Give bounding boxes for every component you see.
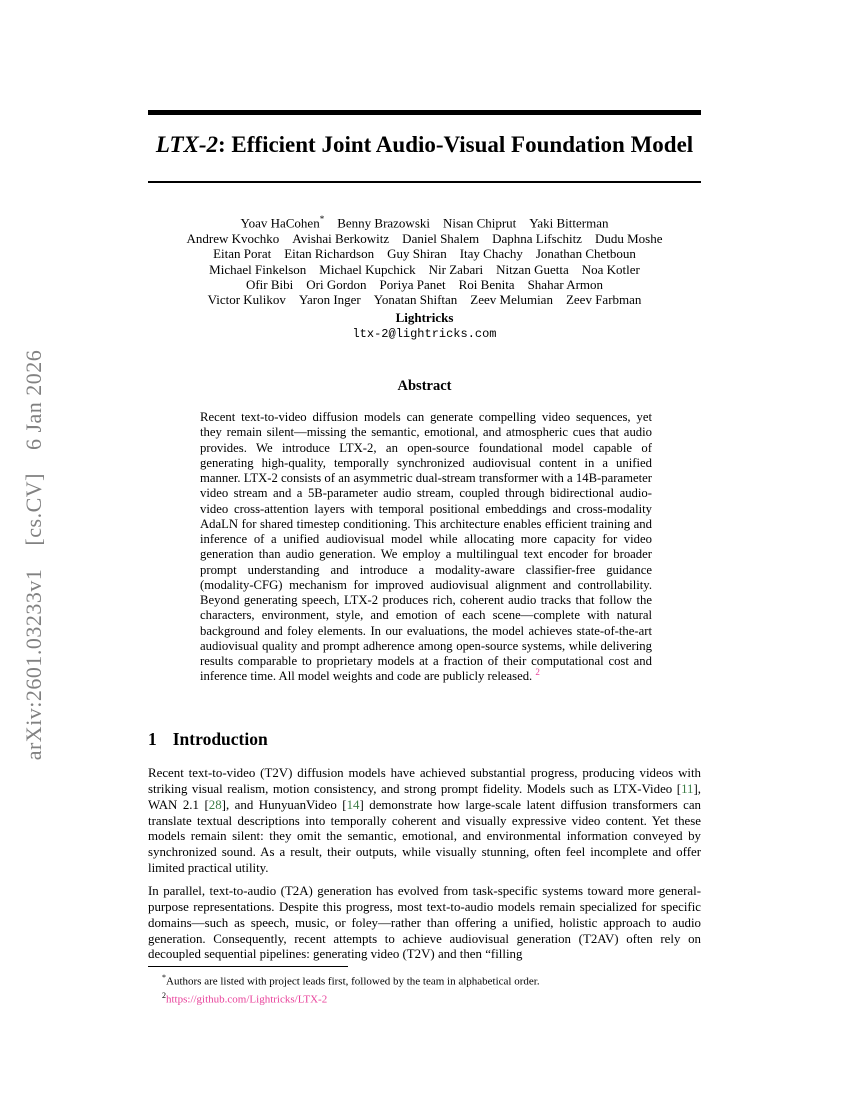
author-line-5: Ofir Bibi Ori Gordon Poriya Panet Roi Benita Shahar Armon bbox=[245, 276, 604, 292]
abstract-heading: Abstract bbox=[397, 378, 452, 394]
footnote-1-marker: * bbox=[162, 973, 166, 982]
title-rest: : Efficient Joint Audio-Visual Foundation Model bbox=[218, 132, 694, 157]
author-line-1-rest: Benny Brazowski Nisan Chiprut Yaki Bitterman bbox=[324, 215, 609, 231]
title-rule-bottom bbox=[148, 181, 701, 183]
footnote-code-link bbox=[148, 989, 701, 1007]
intro-paragraph-1 bbox=[148, 766, 701, 877]
abstract-text bbox=[200, 410, 652, 685]
page-title bbox=[128, 130, 721, 160]
abstract-paragraph: Recent text-to-video diffusion models can generate compelling video sequences, yet they remain silent—missing the semantic, emotional, and atmospheric cues that audio provides. We introduce LTX-2, an open-source foundational model capable of generating high-quality, temporally synchronized audiovisual content in a unified manner. LTX-2 consists of an asymmetric dual-stream transformer with a 14B-parameter video stream and a 5B-parameter audio stream, coupled through bidirectional audio-video cross-attention layers with temporal positional embeddings and cross-modality AdaLN for shared timestep conditioning. This architecture enables efficient training and inference of a unified audiovisual model while allocating more capacity for video generation than audio generation. We employ a multilingual text encoder for broader prompt understanding and introduce a modality-aware classifier-free guidance (modality-CFG) mechanism for improved audiovisual alignment and controllability. Beyond generating speech, LTX-2 produces rich, coherent audio tracks that follow the characters, environment, style, and emotion of each scene—complete with natural background and foley elements. In our evaluations, the model achieves state-of-the-art audiovisual quality and prompt adherence among open-source systems, while delivering results comparable to proprietary models at a fraction of their computational cost and inference time. All model weights and code are publicly released. bbox=[200, 410, 652, 684]
intro-p1-text-d: ] demonstrate how large-scale latent diffusion transformers can translate textual descriptions into temporally coherent and visually expressive video content. Yet these models remain silent: they omit the semantic, emotional, and environmental information conveyed by synchronized sound. As a result, their outputs, while visually stunning, often feel incomplete and offer limited practical utility. bbox=[148, 797, 701, 876]
arxiv-stamp: arXiv:2601.03233v1 [cs.CV] 6 Jan 2026 bbox=[21, 349, 46, 761]
section-number: 1 bbox=[148, 729, 157, 749]
author-note-marker: * bbox=[319, 214, 325, 224]
section-title: Introduction bbox=[172, 729, 268, 749]
footnote-rule bbox=[148, 966, 348, 967]
author-line-6: Victor Kulikov Yaron Inger Yonatan Shiftan Zeev Melumian Zeev Farbman bbox=[207, 292, 642, 308]
section-heading-introduction bbox=[148, 729, 701, 750]
citation-link-28[interactable]: 28 bbox=[208, 797, 222, 812]
author-line-2: Andrew Kvochko Avishai Berkowitz Daniel Shalem Daphna Lifschitz Dudu Moshe bbox=[186, 230, 663, 246]
authors-block bbox=[124, 212, 725, 343]
affiliation: Lightricks bbox=[395, 309, 454, 325]
abstract-footnote-link[interactable]: 2 bbox=[535, 667, 540, 678]
github-url-link[interactable]: https://github.com/Lightricks/LTX-2 bbox=[166, 993, 328, 1006]
author-first: Yoav HaCohen bbox=[240, 215, 320, 231]
footnote-authors-note bbox=[148, 971, 701, 989]
intro-p1-text-c: ], and HunyuanVideo [ bbox=[221, 797, 347, 812]
title-model-name: LTX-2 bbox=[155, 132, 218, 157]
author-line-3: Eitan Porat Eitan Richardson Guy Shiran Itay Chachy Jonathan Chetboun bbox=[213, 246, 636, 262]
author-line-1 bbox=[124, 212, 725, 231]
footnote-2-marker: 2 bbox=[162, 990, 166, 1000]
intro-p1-text-b: ], WAN 2.1 [ bbox=[148, 781, 701, 812]
author-line-4: Michael Finkelson Michael Kupchick Nir Zabari Nitzan Guetta Noa Kotler bbox=[209, 261, 640, 277]
footnotes-block bbox=[148, 971, 701, 1006]
citation-link-14[interactable]: 14 bbox=[346, 797, 360, 812]
intro-paragraph-2: In parallel, text-to-audio (T2A) generation has evolved from task-specific systems toward more general-purpose representations. Despite this progress, most text-to-audio models remain specialized for specific domains—such as speech, music, or foley—rather than offering a unified, holistic approach to audio generation. Consequently, recent attempts to achieve audiovisual generation (T2AV) often rely on decoupled sequential pipelines: generating video (T2V) and then “filling bbox=[148, 884, 701, 962]
footnote-1-text: Authors are listed with project leads first, followed by the team in alphabetical order. bbox=[166, 975, 540, 988]
title-rule-top bbox=[148, 110, 701, 115]
intro-p1-text-a: Recent text-to-video (T2V) diffusion models have achieved substantial progress, producing videos with striking visual realism, motion consistency, and strong prompt fidelity. Models such as LTX-Video [ bbox=[148, 766, 701, 796]
citation-link-11[interactable]: 11 bbox=[681, 781, 694, 796]
contact-email: ltx-2@lightricks.com bbox=[352, 327, 497, 342]
